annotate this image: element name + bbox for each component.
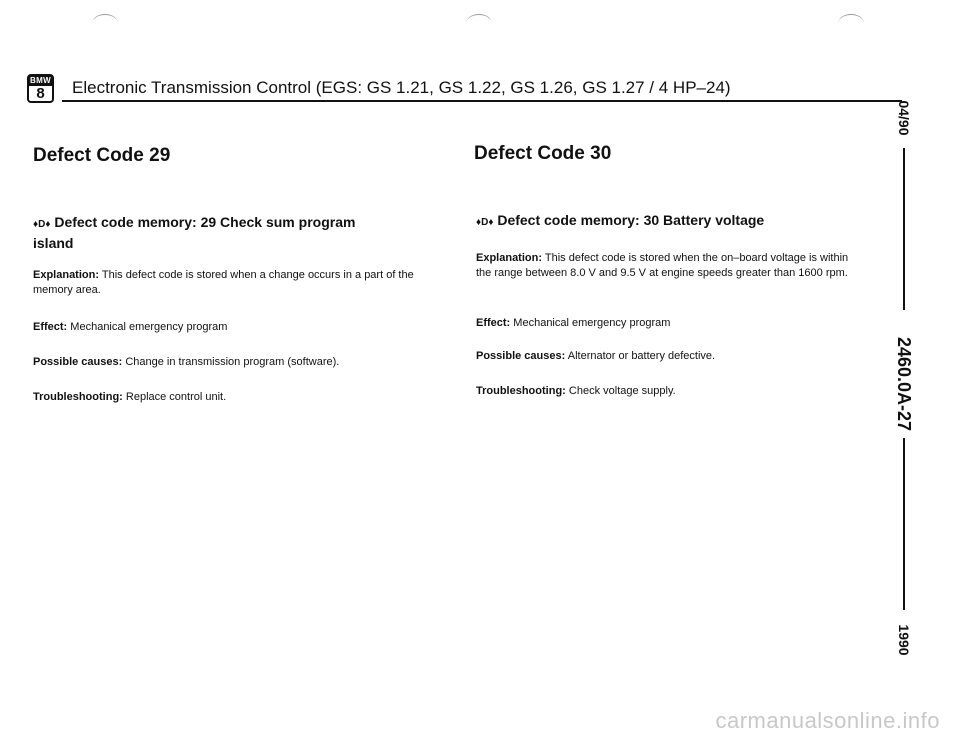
corner-mark-center (466, 14, 492, 33)
margin-rule-2 (903, 438, 905, 610)
right-troubleshooting (476, 384, 861, 399)
left-causes-text: Change in transmission program (software). (125, 356, 340, 368)
left-entry-title (33, 213, 393, 253)
right-effect-label: Effect: (476, 317, 511, 329)
left-section-title: Defect Code 29 (33, 145, 171, 166)
right-entry-title (476, 211, 876, 232)
left-causes (33, 355, 423, 370)
left-explanation-text: This defect code is stored when a change occurs in a part of the memory area. (33, 269, 414, 296)
margin-date: 04/90 (896, 100, 912, 136)
left-troubleshooting-text: Replace control unit. (125, 391, 227, 403)
bmw-group-logo (27, 74, 54, 103)
left-effect (33, 320, 423, 335)
right-section-title: Defect Code 30 (474, 143, 612, 164)
left-entry-marker: ♦D♦ (33, 219, 51, 230)
left-effect-text: Mechanical emergency program (70, 321, 228, 333)
left-troubleshooting-label: Troubleshooting: (33, 391, 123, 403)
right-entry-marker: ♦D♦ (476, 217, 494, 228)
left-entry-title-text: Defect code memory: 29 Check sum program island (33, 214, 356, 251)
watermark: carmanualsonline.info (715, 708, 940, 733)
margin-rule-1 (903, 148, 905, 310)
margin-year: 1990 (896, 624, 912, 656)
right-effect (476, 316, 861, 331)
right-explanation-label: Explanation: (476, 252, 543, 264)
header-divider (62, 100, 902, 102)
corner-mark-left (92, 14, 118, 33)
left-troubleshooting (33, 390, 423, 405)
left-effect-label: Effect: (33, 321, 68, 333)
right-explanation-text: This defect code is stored when the on–board voltage is within the range between 8.0 V and 9.5 V at engine speeds greater than 1600 rpm. (476, 252, 849, 279)
margin-doc-code: 2460.0A-27 (894, 336, 914, 432)
right-explanation (476, 251, 861, 281)
left-causes-label: Possible causes: (33, 356, 123, 368)
left-explanation (33, 268, 423, 298)
right-causes (476, 349, 861, 364)
right-entry-title-text: Defect code memory: 30 Battery voltage (497, 212, 765, 228)
corner-mark-right (838, 14, 864, 33)
right-troubleshooting-text: Check voltage supply. (568, 385, 676, 397)
right-causes-label: Possible causes: (476, 350, 566, 362)
logo-group-number: 8 (36, 85, 45, 102)
right-effect-text: Mechanical emergency program (513, 317, 671, 329)
page-header-title: Electronic Transmission Control (EGS: GS 1.21, GS 1.22, GS 1.26, GS 1.27 / 4 HP–24) (72, 78, 731, 97)
left-explanation-label: Explanation: (33, 269, 100, 281)
logo-brand-text: BMW (30, 76, 51, 85)
right-troubleshooting-label: Troubleshooting: (476, 385, 566, 397)
right-causes-text: Alternator or battery defective. (567, 350, 716, 362)
